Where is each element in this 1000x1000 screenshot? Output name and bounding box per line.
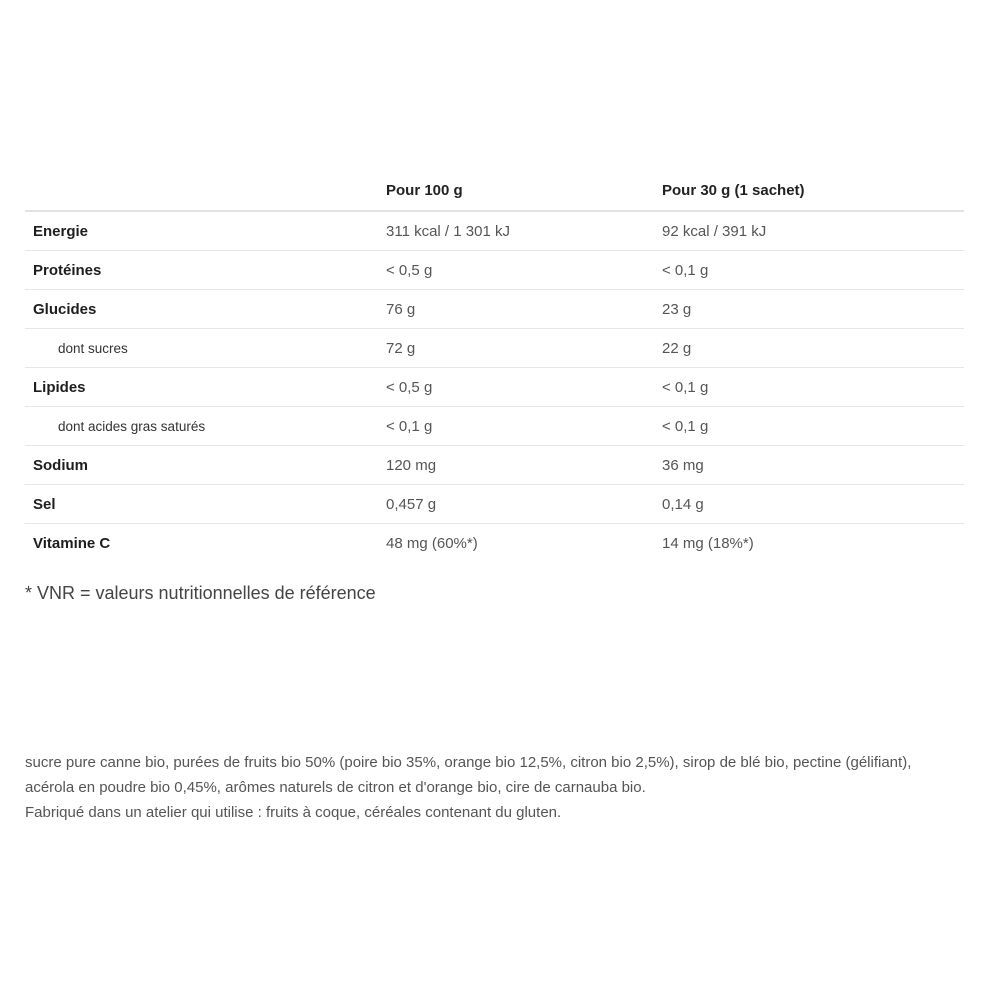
value-per-serving: 14 mg (18%*)	[662, 534, 754, 552]
table-row	[25, 524, 964, 563]
header-per-100g: Pour 100 g	[386, 170, 662, 211]
ingredients-line: sucre pure canne bio, purées de fruits bio 50% (poire bio 35%, orange bio 12,5%, citron bio 2,5%), sirop de blé bio, pectine (gélifiant),	[25, 754, 912, 771]
value-per-100g: < 0,1 g	[386, 407, 662, 446]
nutrition-table	[25, 170, 964, 562]
nutrient-label: Protéines	[25, 251, 386, 290]
value-per-100g: < 0,5 g	[386, 368, 662, 407]
value-per-100g: 311 kcal / 1 301 kJ	[386, 211, 662, 251]
value-per-serving: < 0,1 g	[662, 251, 964, 290]
nutrient-label: Vitamine C	[33, 534, 111, 552]
value-per-100g: 120 mg	[386, 446, 662, 485]
value-per-serving: 92 kcal / 391 kJ	[662, 211, 964, 251]
value-per-serving: 36 mg	[662, 446, 964, 485]
allergen-notice: Fabriqué dans un atelier qui utilise : fruits à coque, céréales contenant du gluten.	[25, 804, 562, 821]
nutrient-label: Sodium	[25, 446, 386, 485]
value-per-100g: 0,457 g	[386, 485, 662, 524]
table-row	[25, 368, 964, 407]
table-row	[25, 407, 964, 446]
nutrient-sublabel: dont acides gras saturés	[25, 407, 386, 446]
value-per-100g: 72 g	[386, 329, 662, 368]
ingredients-line: acérola en poudre bio 0,45%, arômes naturels de citron et d'orange bio, cire de carnauba bio.	[25, 779, 646, 796]
table-row	[25, 211, 964, 251]
header-nutrient	[25, 170, 386, 211]
table-header-row	[25, 170, 964, 211]
value-per-100g: < 0,5 g	[386, 251, 662, 290]
header-per-serving: Pour 30 g (1 sachet)	[662, 170, 964, 211]
ingredients-text	[25, 750, 965, 825]
table-row	[25, 446, 964, 485]
nutrient-label: Glucides	[25, 290, 386, 329]
value-per-serving: 0,14 g	[662, 485, 964, 524]
nutrient-sublabel: dont sucres	[25, 329, 386, 368]
vnr-footnote: * VNR = valeurs nutritionnelles de référence	[25, 583, 376, 603]
value-per-serving: 22 g	[662, 329, 964, 368]
value-per-100g: 48 mg (60%*)	[386, 534, 478, 552]
value-per-serving: < 0,1 g	[662, 407, 964, 446]
table-row	[25, 329, 964, 368]
value-per-serving: < 0,1 g	[662, 368, 964, 407]
table-row	[25, 485, 964, 524]
nutrient-label: Sel	[25, 485, 386, 524]
table-row	[25, 290, 964, 329]
nutrient-label: Energie	[25, 211, 386, 251]
value-per-100g: 76 g	[386, 290, 662, 329]
table-row	[25, 251, 964, 290]
value-per-serving: 23 g	[662, 290, 964, 329]
nutrient-label: Lipides	[25, 368, 386, 407]
